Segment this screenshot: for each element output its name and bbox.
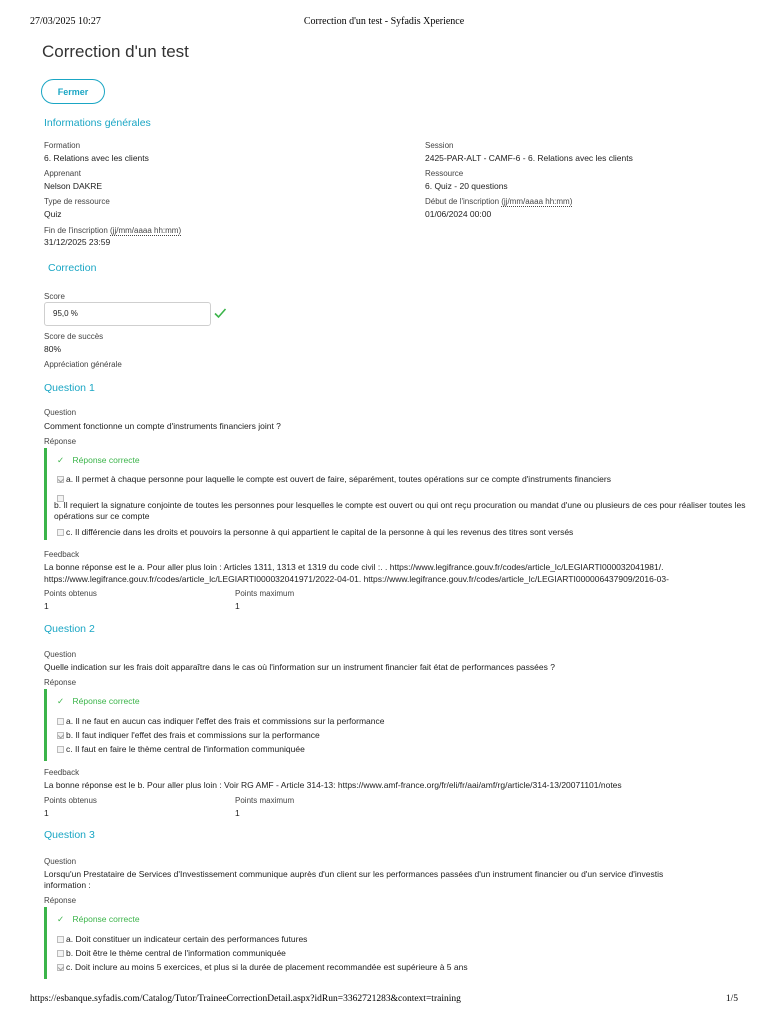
close-button[interactable]: Fermer	[41, 79, 105, 104]
feedback-q2-line1: La bonne réponse est le b. Pour aller plus loin : Voir RG AMF - Article 314-13: https://www.amf-france.org/fr/eli/fr/aai/amf/rg/article/314-13/20071101/notes	[44, 780, 622, 790]
option-q2-b	[57, 730, 320, 740]
session-value: 2425-PAR-ALT - CAMF-6 - 6. Relations avec les clients	[425, 153, 633, 163]
points-maximum-label: Points maximum	[235, 796, 295, 805]
option-q2-a	[57, 716, 385, 726]
debut-format-hint: (jj/mm/aaaa hh:mm)	[501, 197, 573, 206]
checkbox	[57, 529, 64, 536]
appreciation-label: Appréciation générale	[44, 360, 122, 369]
correct-label: Réponse correcte	[72, 455, 140, 465]
feedback-q1-line2: https://www.legifrance.gouv.fr/codes/article_lc/LEGIARTI000032041971/2022-04-01. https://www.legifrance.gouv.fr/codes/article_lc/LEGIARTI000006437909/2016-03-	[44, 574, 669, 584]
print-page-number: 1/5	[725, 994, 738, 1004]
fin-value: 31/12/2025 23:59	[44, 237, 111, 247]
apprenant-value: Nelson DAKRE	[44, 181, 103, 191]
option-q3-b	[57, 948, 286, 958]
correct-indicator	[57, 455, 140, 466]
formation-label: Formation	[44, 141, 81, 150]
correction-title: Correction	[48, 262, 97, 274]
checkbox	[57, 746, 64, 753]
points-maximum-q2: 1	[235, 808, 240, 818]
question-label: Question	[44, 857, 77, 866]
points-maximum-label: Points maximum	[235, 589, 295, 598]
general-info-title: Informations générales	[44, 117, 151, 129]
print-header	[30, 16, 738, 30]
question-1-title: Question 1	[44, 382, 95, 394]
checkbox-checked	[57, 964, 64, 971]
fin-format-hint: (jj/mm/aaaa hh:mm)	[110, 226, 182, 235]
fin-label-text: Fin de l'inscription	[44, 226, 110, 235]
check-icon	[213, 306, 227, 320]
feedback-label: Feedback	[44, 550, 80, 559]
small-check-icon: ✓	[57, 455, 65, 465]
ressource-label: Ressource	[425, 169, 464, 178]
type-label: Type de ressource	[44, 197, 110, 206]
option-q1-b: b. Il requiert la signature conjointe de toutes les personnes pour lesquelles le compte est ouvert ou qui ont reçu procuration ou mandat d'une ou plusieurs de ces pour réaliser toutes les opérations sur ce compte	[54, 500, 746, 521]
option-text: c. Il faut en faire le thème central de l'information communiquée	[66, 744, 305, 754]
session-label: Session	[425, 141, 454, 150]
checkbox	[57, 718, 64, 725]
response-block-q2	[44, 689, 47, 761]
reponse-label: Réponse	[44, 678, 77, 687]
option-text: a. Doit constituer un indicateur certain des performances futures	[66, 934, 308, 944]
option-q1-c	[57, 527, 573, 537]
print-page-title: Correction d'un test - Syfadis Xperience	[303, 16, 465, 27]
question-label: Question	[44, 650, 77, 659]
option-q3-c	[57, 962, 468, 972]
checkbox	[57, 936, 64, 943]
print-datetime: 27/03/2025 10:27	[30, 16, 101, 27]
success-score-value: 80%	[44, 344, 62, 354]
question-1-text: Comment fonctionne un compte d'instruments financiers joint ?	[44, 421, 281, 431]
type-value: Quiz	[44, 209, 62, 219]
question-3-text-line2: information :	[44, 880, 91, 890]
debut-value: 01/06/2024 00:00	[425, 209, 492, 219]
checkbox-checked	[57, 732, 64, 739]
ressource-value: 6. Quiz - 20 questions	[425, 181, 508, 191]
points-maximum-q1: 1	[235, 601, 240, 611]
fin-label	[44, 226, 181, 235]
option-q2-c	[57, 744, 305, 754]
option-q1-a	[57, 474, 611, 484]
option-text: c. Doit inclure au moins 5 exercices, et plus si la durée de placement recommandée est supérieure à 5 ans	[66, 962, 468, 972]
feedback-q1-line1: La bonne réponse est le a. Pour aller plus loin : Articles 1311, 1313 et 1319 du code civil :. . https://www.legifrance.gouv.fr/codes/article_lc/LEGIARTI000032041981/.	[44, 562, 664, 572]
correct-label: Réponse correcte	[72, 696, 140, 706]
question-3-text-line1: Lorsqu'un Prestataire de Services d'Investissement communique auprès d'un client sur les performances passées d'un instrument financier ou d'un service d'investis	[44, 869, 664, 879]
points-obtenus-q1: 1	[44, 601, 49, 611]
small-check-icon: ✓	[57, 696, 65, 706]
response-block-q1	[44, 448, 47, 540]
reponse-label: Réponse	[44, 896, 77, 905]
score-label: Score	[44, 292, 65, 301]
reponse-label: Réponse	[44, 437, 77, 446]
apprenant-label: Apprenant	[44, 169, 81, 178]
debut-label	[425, 197, 572, 206]
option-text: c. Il différencie dans les droits et pouvoirs la personne à qui appartient le capital de la personne à qui les revenus des titres sont versés	[66, 527, 574, 537]
response-block-q3	[44, 907, 47, 979]
correct-indicator	[57, 696, 140, 707]
points-obtenus-q2: 1	[44, 808, 49, 818]
small-check-icon: ✓	[57, 914, 65, 924]
option-text: b. Il faut indiquer l'effet des frais et commissions sur la performance	[66, 730, 320, 740]
correct-label: Réponse correcte	[72, 914, 140, 924]
option-text: a. Il permet à chaque personne pour laquelle le compte est ouvert de faire, séparément, toutes opérations sur ce compte d'instruments financiers	[66, 474, 611, 484]
correct-indicator	[57, 914, 140, 925]
print-url: https://esbanque.syfadis.com/Catalog/Tutor/TraineeCorrectionDetail.aspx?idRun=3362721283&context=training	[30, 994, 461, 1004]
question-label: Question	[44, 408, 77, 417]
option-text: a. Il ne faut en aucun cas indiquer l'effet des frais et commissions sur la performance	[66, 716, 385, 726]
formation-value: 6. Relations avec les clients	[44, 153, 149, 163]
points-obtenus-label: Points obtenus	[44, 589, 97, 598]
question-2-text: Quelle indication sur les frais doit apparaître dans le cas où l'information sur un instrument financier fait état de performances passées ?	[44, 662, 555, 672]
success-score-label: Score de succès	[44, 332, 104, 341]
print-footer	[30, 994, 738, 1008]
option-q3-a	[57, 934, 307, 944]
feedback-label: Feedback	[44, 768, 80, 777]
checkbox	[57, 950, 64, 957]
page-title: Correction d'un test	[42, 42, 189, 61]
debut-label-text: Début de l'inscription	[425, 197, 502, 206]
checkbox-checked	[57, 476, 64, 483]
points-obtenus-label: Points obtenus	[44, 796, 97, 805]
question-2-title: Question 2	[44, 623, 95, 635]
option-text: b. Doit être le thème central de l'information communiquée	[66, 948, 286, 958]
score-field: 95,0 %	[44, 302, 211, 326]
question-3-title: Question 3	[44, 829, 95, 841]
